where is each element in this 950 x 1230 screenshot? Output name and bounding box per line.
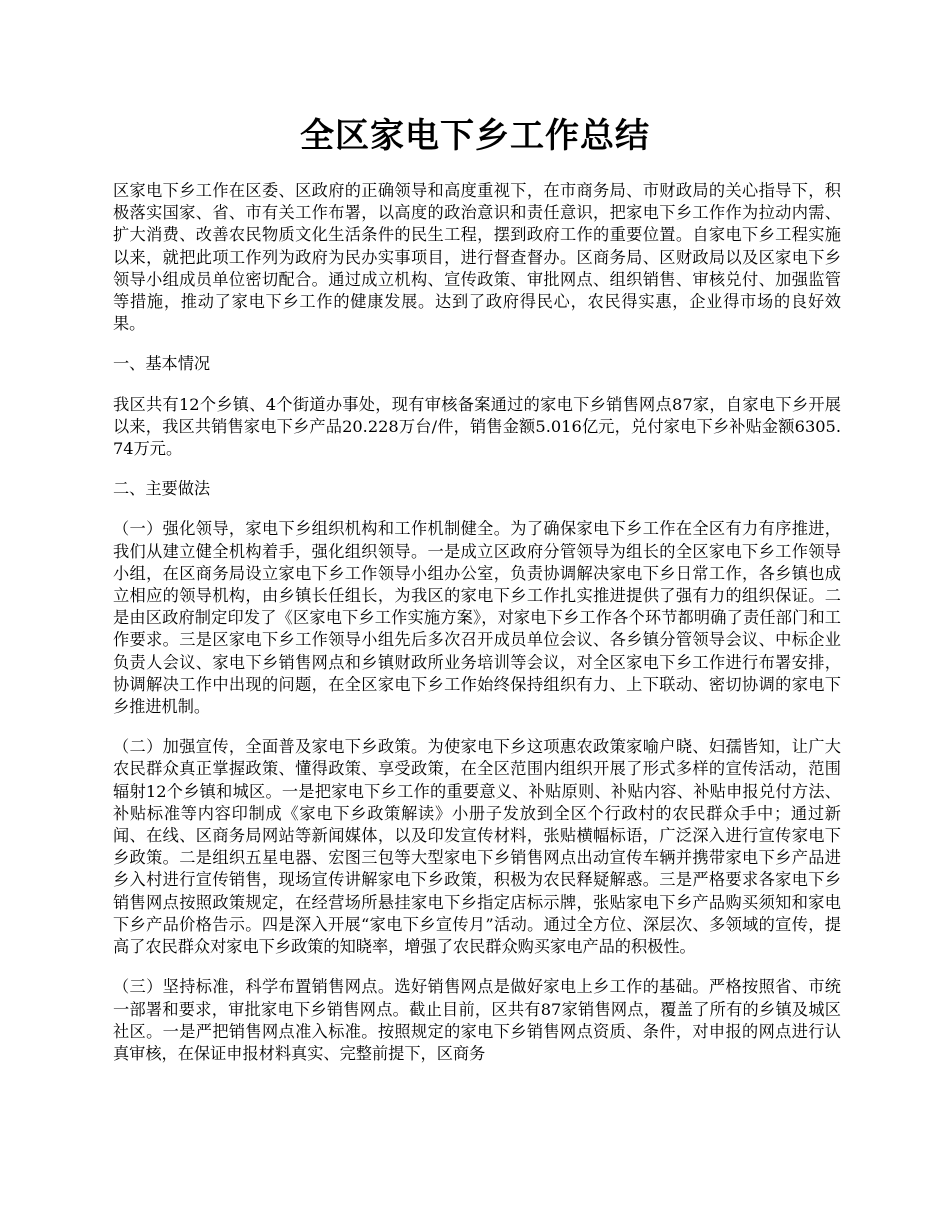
basic-situation-paragraph: 我区共有12个乡镇、4个街道办事处，现有审核备案通过的家电下乡销售网点87家，自家电下乡开展以来，我区共销售家电下乡产品20.228万台/件，销售金额5.016亿元，兑付家电下乡补贴金额6305.74万元。	[113, 394, 841, 459]
document-body	[113, 180, 841, 1083]
document-title: 全区家电下乡工作总结	[300, 116, 650, 156]
practice-paragraph-1: （一）强化领导，家电下乡组织机构和工作机制健全。为了确保家电下乡工作在全区有力有序推进，我们从建立健全机构着手，强化组织领导。一是成立区政府分管领导为组长的全区家电下乡工作领导小组，在区商务局设立家电下乡工作领导小组办公室，负责协调解决家电下乡日常工作，各乡镇也成立相应的领导机构，由乡镇长任组长，为我区的家电下乡工作扎实推进提供了强有力的组织保证。二是由区政府制定印发了《区家电下乡工作实施方案》，对家电下乡工作各个环节都明确了责任部门和工作要求。三是区家电下乡工作领导小组先后多次召开成员单位会议、各乡镇分管领导会议、中标企业负责人会议、家电下乡销售网点和乡镇财政所业务培训等会议，对全区家电下乡工作进行布署安排，协调解决工作中出现的问题，在全区家电下乡工作始终保持组织有力、上下联动、密切协调的家电下乡推进机制。	[113, 519, 841, 717]
intro-paragraph: 区家电下乡工作在区委、区政府的正确领导和高度重视下，在市商务局、市财政局的关心指导下，积极落实国家、省、市有关工作布署，以高度的政治意识和责任意识，把家电下乡工作作为拉动内需、扩大消费、改善农民物质文化生活条件的民生工程，摆到政府工作的重要位置。自家电下乡工程实施以来，就把此项工作列为政府为民办实事项目，进行督查督办。区商务局、区财政局以及区家电下乡领导小组成员单位密切配合。通过成立机构、宣传政策、审批网点、组织销售、审核兑付、加强监管等措施，推动了家电下乡工作的健康发展。达到了政府得民心，农民得实惠，企业得市场的良好效果。	[113, 181, 841, 334]
practice-paragraph-3: （三）坚持标准，科学布置销售网点。选好销售网点是做好家电上乡工作的基础。严格按照省、市统一部署和要求，审批家电下乡销售网点。截止目前，区共有87家销售网点，覆盖了所有的乡镇及城区社区。一是严把销售网点准入标准。按照规定的家电下乡销售网点资质、条件，对申报的网点进行认真审核，在保证申报材料真实、完整前提下，区商务	[113, 977, 841, 1063]
practice-paragraph-2: （二）加强宣传，全面普及家电下乡政策。为使家电下乡这项惠农政策家喻户晓、妇孺皆知，让广大农民群众真正掌握政策、懂得政策、享受政策，在全区范围内组织开展了形式多样的宣传活动，范围辐射12个乡镇和城区。一是把家电下乡工作的重要意义、补贴原则、补贴内容、补贴申报兑付方法、补贴标准等内容印制成《家电下乡政策解读》小册子发放到全区个行政村的农民群众手中；通过新闻、在线、区商务局网站等新闻媒体，以及印发宣传材料，张贴横幅标语，广泛深入进行宣传家电下乡政策。二是组织五星电器、宏图三包等大型家电下乡销售网点出动宣传车辆并携带家电下乡产品进乡入村进行宣传销售，现场宣传讲解家电下乡政策，积极为农民释疑解惑。三是严格要求各家电下乡销售网点按照政策规定，在经营场所悬挂家电下乡指定店标示牌，张贴家电下乡产品购买须知和家电下乡产品价格告示。四是深入开展“家电下乡宣传月”活动。通过全方位、深层次、多领域的宣传，提高了农民群众对家电下乡政策的知晓率，增强了农民群众购买家电产品的积极性。	[113, 737, 841, 957]
section-heading-basic-situation: 一、基本情况	[113, 354, 211, 374]
section-heading-main-practices: 二、主要做法	[113, 479, 211, 499]
